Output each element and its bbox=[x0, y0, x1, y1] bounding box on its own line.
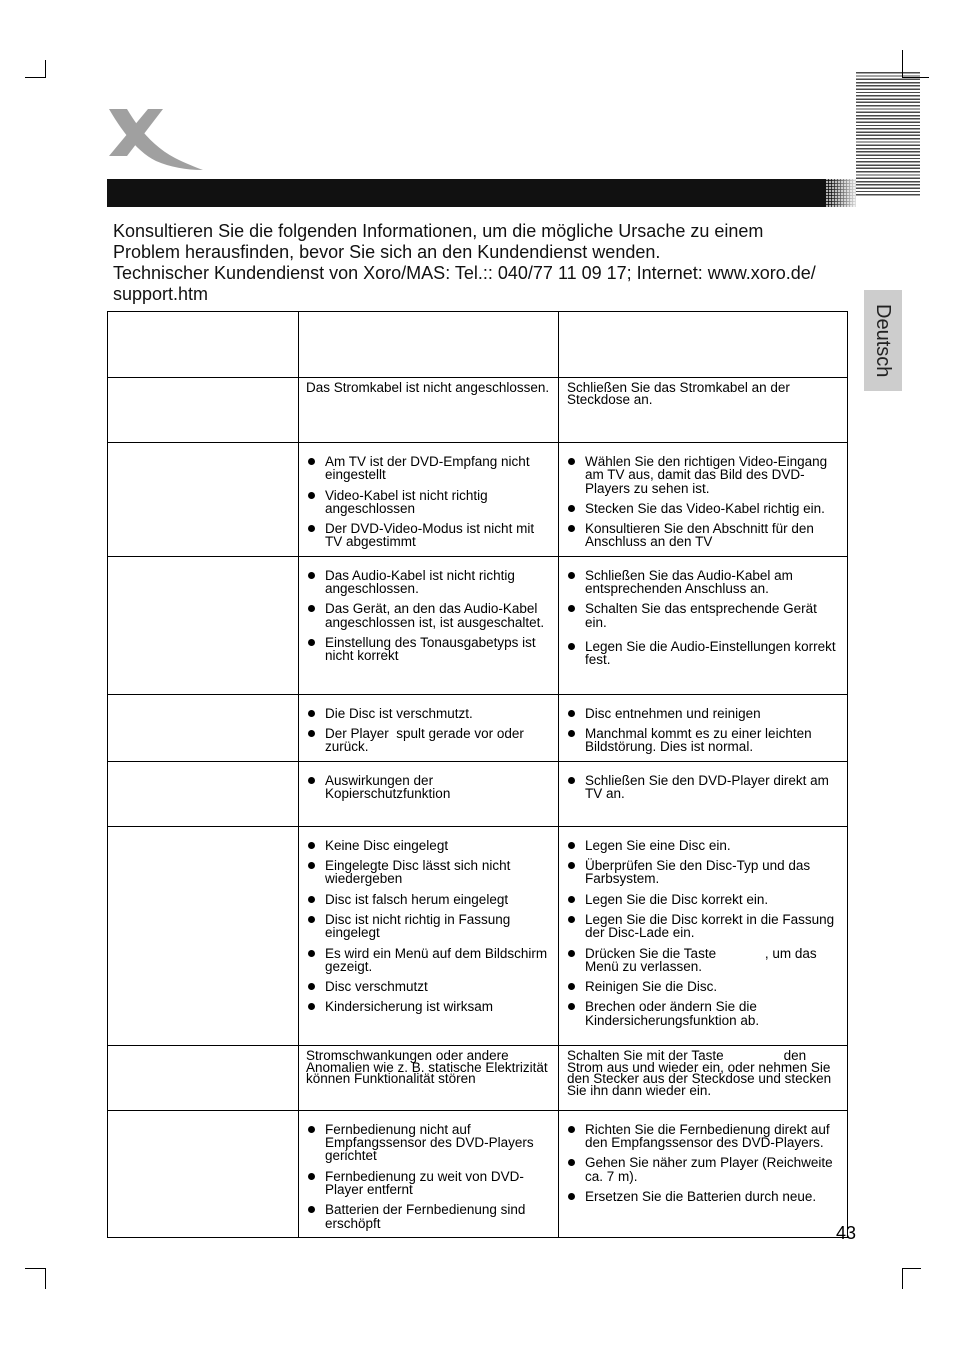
cause-text: Fernbedienung nicht auf Empfangssensor des DVD-Players gerichtet bbox=[325, 1121, 534, 1164]
problem-cell bbox=[108, 761, 299, 826]
crop-mark-top-left bbox=[25, 60, 46, 78]
cause-text: Das Audio-Kabel ist nicht richtig angeschlossen. bbox=[325, 567, 515, 597]
cause-item bbox=[299, 774, 558, 801]
cause-item bbox=[299, 1170, 558, 1197]
bullet-icon bbox=[308, 777, 315, 784]
table-row bbox=[108, 443, 848, 557]
cause-cell bbox=[299, 761, 559, 826]
bullet-icon bbox=[568, 950, 575, 957]
bullet-icon bbox=[568, 1193, 575, 1200]
solution-item bbox=[559, 502, 847, 515]
cause-list bbox=[299, 774, 558, 801]
bullet-icon bbox=[568, 842, 575, 849]
solution-item bbox=[559, 893, 847, 906]
solution-text: Drücken Sie die Taste , um das Menü zu verlassen. bbox=[585, 945, 817, 974]
solution-text: Legen Sie eine Disc ein. bbox=[585, 837, 731, 853]
cause-cell bbox=[299, 1110, 559, 1237]
table-row bbox=[108, 826, 848, 1045]
cause-cell bbox=[299, 826, 559, 1045]
cause-item bbox=[299, 1203, 558, 1230]
cause-item bbox=[299, 1000, 558, 1013]
solution-cell bbox=[559, 694, 848, 761]
solution-text: Legen Sie die Disc korrekt ein. bbox=[585, 891, 769, 907]
solution-cell bbox=[559, 443, 848, 557]
solution-list bbox=[559, 569, 847, 667]
bullet-icon bbox=[308, 572, 315, 579]
bullet-icon bbox=[568, 1126, 575, 1133]
bullet-icon bbox=[308, 842, 315, 849]
cause-item bbox=[299, 893, 558, 906]
bullet-icon bbox=[568, 862, 575, 869]
solution-item bbox=[559, 913, 847, 940]
cause-text: Einstellung des Tonausgabetyps ist nicht korrekt bbox=[325, 634, 536, 664]
bullet-icon bbox=[308, 916, 315, 923]
bullet-icon bbox=[308, 1206, 315, 1213]
bullet-icon bbox=[568, 1159, 575, 1166]
cause-text: Die Disc ist verschmutzt. bbox=[325, 705, 473, 721]
cause-item bbox=[299, 455, 558, 482]
cause-list bbox=[299, 1123, 558, 1230]
language-side-tab bbox=[864, 290, 902, 391]
striped-decoration bbox=[856, 72, 920, 197]
bullet-icon bbox=[568, 710, 575, 717]
cause-text: Stromschwankungen oder andere Anomalien wie z. B. statische Elektrizität können Funktionalität stören bbox=[306, 1047, 548, 1087]
problem-cell bbox=[108, 694, 299, 761]
bullet-icon bbox=[308, 862, 315, 869]
table-header-cell-problem bbox=[108, 312, 299, 378]
cause-cell bbox=[299, 694, 559, 761]
language-side-tab-label: Deutsch bbox=[872, 303, 894, 378]
solution-cell bbox=[559, 1045, 848, 1110]
cause-text: Das Stromkabel ist nicht angeschlossen. bbox=[306, 380, 550, 395]
bullet-icon bbox=[308, 730, 315, 737]
intro-paragraph-1: Konsultieren Sie die folgenden Informationen, um die mögliche Ursache zu einem Problem herausfinden, bevor Sie sich an den Kundendienst wenden. bbox=[113, 221, 764, 262]
solution-text: Schließen Sie das Audio-Kabel am entsprechenden Anschluss an. bbox=[585, 567, 793, 597]
crop-mark-bottom-left bbox=[25, 1268, 46, 1289]
solution-item bbox=[559, 1000, 847, 1027]
solution-item bbox=[559, 522, 847, 549]
cause-text: Video-Kabel ist nicht richtig angeschlossen bbox=[325, 487, 488, 516]
cause-text: Der Player spult gerade vor oder zurück. bbox=[325, 726, 524, 755]
bullet-icon bbox=[568, 896, 575, 903]
bullet-icon bbox=[568, 458, 575, 465]
solution-list bbox=[559, 839, 847, 1027]
cause-text: Disc ist nicht richtig in Fassung eingelegt bbox=[325, 911, 511, 941]
cause-text: Das Gerät, an den das Audio-Kabel angeschlossen ist, ist ausgeschaltet. bbox=[325, 601, 545, 630]
troubleshooting-table bbox=[107, 311, 848, 1238]
bullet-icon bbox=[308, 896, 315, 903]
bullet-icon bbox=[308, 525, 315, 532]
table-header-row bbox=[108, 312, 848, 378]
solution-list bbox=[559, 774, 847, 801]
cause-item bbox=[299, 489, 558, 516]
solution-text: Disc entnehmen und reinigen bbox=[585, 705, 761, 721]
solution-cell bbox=[559, 1110, 848, 1237]
cause-list bbox=[299, 455, 558, 549]
cause-item bbox=[299, 1123, 558, 1163]
solution-text: Gehen Sie näher zum Player (Reichweite ca. 7 m). bbox=[585, 1155, 833, 1184]
cause-item bbox=[299, 636, 558, 663]
solution-text: Reinigen Sie die Disc. bbox=[585, 979, 718, 995]
bullet-icon bbox=[568, 643, 575, 650]
solution-text: Manchmal kommt es zu einer leichten Bildstörung. Dies ist normal. bbox=[585, 726, 812, 755]
cause-item bbox=[299, 522, 558, 549]
solution-list bbox=[559, 1123, 847, 1203]
solution-item bbox=[559, 1123, 847, 1150]
bullet-icon bbox=[308, 605, 315, 612]
solution-cell bbox=[559, 378, 848, 443]
cause-item bbox=[299, 707, 558, 720]
solution-text: Schließen Sie das Stromkabel an der Steckdose an. bbox=[567, 380, 790, 407]
bullet-icon bbox=[308, 983, 315, 990]
cause-cell bbox=[299, 556, 559, 694]
cause-item bbox=[299, 859, 558, 886]
solution-text: Konsultieren Sie den Abschnitt für den Anschluss an den TV bbox=[585, 521, 814, 550]
xoro-logo-icon bbox=[100, 100, 210, 180]
cause-text: Fernbedienung zu weit von DVD- Player entfernt bbox=[325, 1168, 524, 1197]
section-header-bar bbox=[107, 179, 826, 207]
bullet-icon bbox=[308, 492, 315, 499]
cause-item bbox=[299, 913, 558, 940]
solution-item bbox=[559, 455, 847, 495]
page-number: 43 bbox=[836, 1223, 857, 1243]
solution-cell bbox=[559, 556, 848, 694]
solution-item bbox=[559, 774, 847, 801]
bullet-icon bbox=[568, 730, 575, 737]
table-body bbox=[108, 378, 848, 1238]
problem-cell bbox=[108, 556, 299, 694]
bullet-icon bbox=[568, 605, 575, 612]
solution-cell bbox=[559, 826, 848, 1045]
solution-text: Schalten Sie das entsprechende Gerät ein. bbox=[585, 601, 817, 630]
bullet-icon bbox=[568, 572, 575, 579]
solution-text: Schließen Sie den DVD-Player direkt am TV an. bbox=[585, 772, 829, 802]
solution-text: Stecken Sie das Video-Kabel richtig ein. bbox=[585, 500, 825, 516]
solution-text: Schalten Sie mit der Taste den Strom aus und wieder ein, oder nehmen Sie den Stecker aus der Steckdose und stecken Sie ihn dann wieder ein. bbox=[567, 1047, 832, 1099]
bullet-icon bbox=[308, 950, 315, 957]
solution-text: Ersetzen Sie die Batterien durch neue. bbox=[585, 1188, 817, 1204]
cause-item bbox=[299, 980, 558, 993]
solution-text: Legen Sie die Disc korrekt in die Fassung der Disc-Lade ein. bbox=[585, 911, 835, 941]
solution-item bbox=[559, 839, 847, 852]
solution-item bbox=[559, 640, 847, 667]
cause-list bbox=[299, 569, 558, 663]
solution-text: Brechen oder ändern Sie die Kindersicherungsfunktion ab. bbox=[585, 999, 760, 1028]
intro-text bbox=[113, 221, 816, 305]
bullet-icon bbox=[568, 1003, 575, 1010]
solution-text: Legen Sie die Audio-Einstellungen korrekt fest. bbox=[585, 638, 836, 668]
table-row bbox=[108, 378, 848, 443]
header-bar-halftone bbox=[824, 179, 856, 207]
solution-item bbox=[559, 947, 847, 974]
bullet-icon bbox=[568, 983, 575, 990]
cause-text: Disc verschmutzt bbox=[325, 979, 428, 995]
bullet-icon bbox=[568, 525, 575, 532]
bullet-icon bbox=[308, 710, 315, 717]
cause-text: Eingelegte Disc lässt sich nicht wiedergeben bbox=[325, 858, 511, 887]
bullet-icon bbox=[308, 1003, 315, 1010]
solution-item bbox=[559, 859, 847, 886]
cause-item bbox=[299, 602, 558, 629]
cause-cell bbox=[299, 1045, 559, 1110]
table-row bbox=[108, 1045, 848, 1110]
solution-item bbox=[559, 569, 847, 596]
cause-list bbox=[299, 839, 558, 1014]
cause-cell bbox=[299, 443, 559, 557]
intro-paragraph-2: Technischer Kundendienst von Xoro/MAS: Tel.:: 040/77 11 09 17; Internet: www.xoro.de/ support.htm bbox=[113, 263, 816, 304]
cause-item bbox=[299, 569, 558, 596]
cause-text: Auswirkungen der Kopierschutzfunktion bbox=[325, 772, 451, 802]
solution-list bbox=[559, 707, 847, 754]
solution-text: Richten Sie die Fernbedienung direkt auf den Empfangssensor des DVD-Players. bbox=[585, 1121, 830, 1151]
cause-text: Es wird ein Menü auf dem Bildschirm gezeigt. bbox=[325, 945, 548, 974]
problem-cell bbox=[108, 443, 299, 557]
bullet-icon bbox=[308, 1173, 315, 1180]
cause-text: Am TV ist der DVD-Empfang nicht eingestellt bbox=[325, 454, 530, 483]
solution-list bbox=[559, 455, 847, 549]
bullet-icon bbox=[308, 458, 315, 465]
solution-item bbox=[559, 980, 847, 993]
problem-cell bbox=[108, 1110, 299, 1237]
crop-mark-top-right bbox=[902, 50, 929, 78]
cause-text: Der DVD-Video-Modus ist nicht mit TV abgestimmt bbox=[325, 521, 535, 550]
table-header bbox=[108, 312, 848, 378]
cause-cell bbox=[299, 378, 559, 443]
table-row bbox=[108, 694, 848, 761]
bullet-icon bbox=[568, 916, 575, 923]
solution-item bbox=[559, 602, 847, 629]
cause-text: Batterien der Fernbedienung sind erschöpft bbox=[325, 1202, 526, 1231]
table-row bbox=[108, 556, 848, 694]
problem-cell bbox=[108, 1045, 299, 1110]
cause-text: Keine Disc eingelegt bbox=[325, 837, 449, 853]
solution-item bbox=[559, 1156, 847, 1183]
table-row bbox=[108, 1110, 848, 1237]
cause-list bbox=[299, 707, 558, 754]
cause-item bbox=[299, 839, 558, 852]
cause-item bbox=[299, 947, 558, 974]
bullet-icon bbox=[308, 639, 315, 646]
cause-item bbox=[299, 727, 558, 754]
solution-text: Wählen Sie den richtigen Video-Eingang am TV aus, damit das Bild des DVD- Players zu sehen ist. bbox=[585, 454, 828, 496]
solution-cell bbox=[559, 761, 848, 826]
cause-text: Disc ist falsch herum eingelegt bbox=[325, 891, 509, 907]
cause-text: Kindersicherung ist wirksam bbox=[325, 999, 494, 1015]
solution-item bbox=[559, 727, 847, 754]
table-header-cell-cause bbox=[299, 312, 559, 378]
table-header-cell-solution bbox=[559, 312, 848, 378]
problem-cell bbox=[108, 826, 299, 1045]
table-row bbox=[108, 761, 848, 826]
solution-item bbox=[559, 707, 847, 720]
solution-text: Überprüfen Sie den Disc-Typ und das Farbsystem. bbox=[585, 858, 811, 887]
bullet-icon bbox=[568, 777, 575, 784]
problem-cell bbox=[108, 378, 299, 443]
bullet-icon bbox=[308, 1126, 315, 1133]
crop-mark-bottom-right bbox=[902, 1268, 921, 1289]
bullet-icon bbox=[568, 505, 575, 512]
solution-item bbox=[559, 1190, 847, 1203]
